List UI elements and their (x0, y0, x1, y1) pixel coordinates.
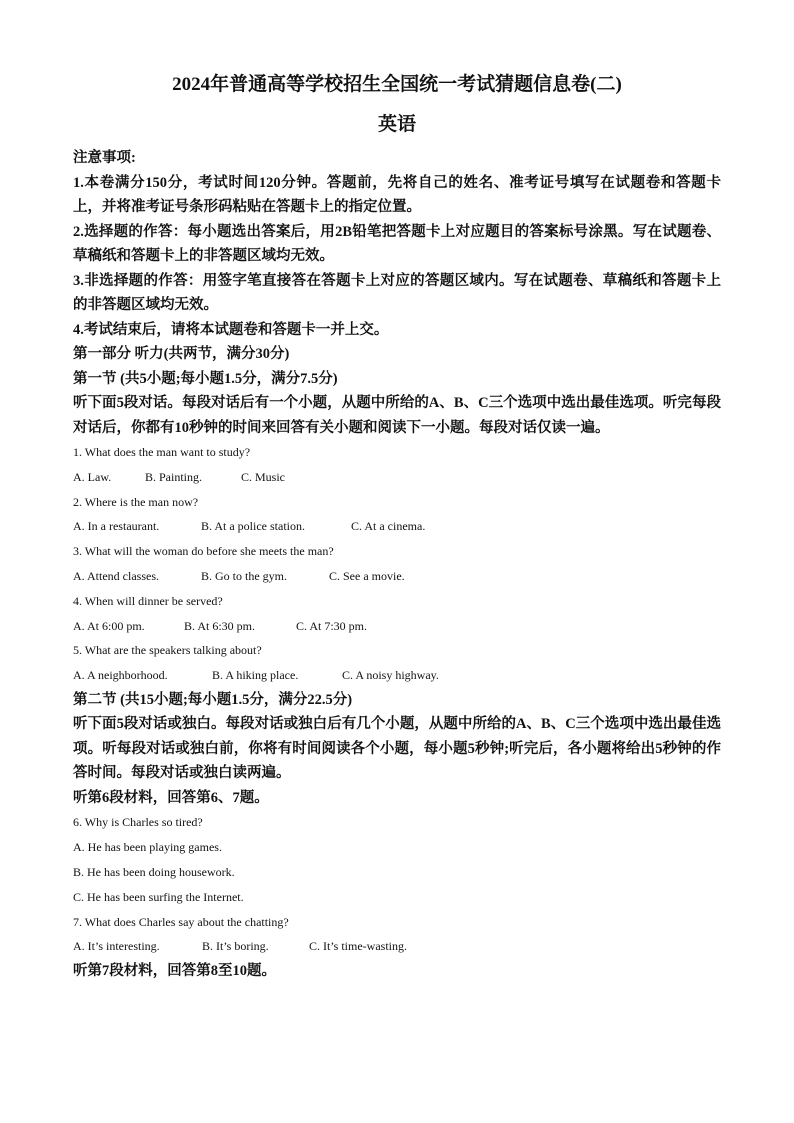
subject-title: 英语 (377, 114, 416, 135)
question-7 (73, 910, 721, 960)
question-5 (73, 638, 721, 688)
note-item: 2.选择题的作答：每小题选出答案后，用2B铅笔把答题卡上对应题目的答案标号涂黑。写在试题卷、草稿纸和答题卡上的非答题区域均无效。 (73, 223, 721, 264)
option-a: A. It’s interesting. (73, 939, 160, 954)
question-text: 1. What does the man want to study? (73, 445, 251, 459)
option-b: B. It’s boring. (202, 939, 269, 954)
question-2 (73, 490, 721, 540)
option-b: B. Painting. (145, 469, 203, 484)
options-row (73, 663, 721, 688)
question-4 (73, 589, 721, 639)
option-b: B. He has been doing housework. (73, 865, 235, 880)
option-a: A. A neighborhood. (73, 668, 168, 683)
options-row (73, 465, 721, 490)
section1-title: 第一节 (共5小题;每小题1.5分，满分7.5分) (73, 370, 338, 387)
question-3 (73, 539, 721, 589)
option-c: C. It’s time-wasting. (309, 939, 407, 954)
question-text: 5. What are the speakers talking about? (73, 643, 262, 658)
option-c: C. At a cinema. (351, 519, 426, 534)
options-row (73, 614, 721, 639)
option-a: A. Attend classes. (73, 568, 159, 583)
question-text: 6. Why is Charles so tired? (73, 815, 203, 830)
exam-page (73, 0, 721, 984)
material-6-heading: 听第6段材料，回答第6、7题。 (73, 789, 269, 806)
notes-heading: 注意事项: (73, 150, 136, 166)
question-text: 4. When will dinner be served? (73, 593, 223, 608)
option-c: C. See a movie. (329, 568, 405, 583)
option-c: C. A noisy highway. (342, 668, 439, 683)
question-text: 3. What will the woman do before she meets the man? (73, 544, 334, 559)
material-7-heading: 听第7段材料，回答第8至10题。 (73, 963, 276, 980)
question-text: 7. What does Charles say about the chatting? (73, 914, 289, 929)
option-a: A. Law. (73, 469, 112, 484)
question-6 (73, 810, 721, 909)
note-item: 1.本卷满分150分，考试时间120分钟。答题前，先将自己的姓名、准考证号填写在试题卷和答题卡上，并将准考证号条形码粘贴在答题卡上的指定位置。 (73, 174, 721, 215)
options-row (73, 934, 721, 959)
section1-instructions: 听下面5段对话。每段对话后有一个小题，从题中所给的A、B、C三个选项中选出最佳选项。听完每段对话后，你都有10秒钟的时间来回答有关小题和阅读下一小题。每段对话仅读一遍。 (73, 395, 721, 436)
part1-title: 第一部分 听力(共两节，满分30分) (73, 346, 290, 362)
options-row (73, 514, 721, 539)
option-c: C. At 7:30 pm. (296, 618, 368, 633)
option-b: B. Go to the gym. (201, 568, 287, 583)
note-item: 4.考试结束后，请将本试题卷和答题卡一并上交。 (73, 321, 389, 338)
option-b: B. At 6:30 pm. (184, 618, 256, 633)
section2-title: 第二节 (共15小题;每小题1.5分，满分22.5分) (73, 691, 353, 708)
option-b: B. At a police station. (201, 519, 305, 534)
option-c: C. He has been surfing the Internet. (73, 889, 244, 904)
question-1 (73, 440, 721, 490)
option-c: C. Music (241, 469, 286, 484)
option-a: A. In a restaurant. (73, 519, 160, 534)
section2-instructions: 听下面5段对话或独白。每段对话或独白后有几个小题，从题中所给的A、B、C三个选项中选出最佳选项。听每段对话或独白前，你将有时间阅读各个小题，每小题5秒钟;听完后，各小题将给出5秒钟的作答时间。每段对话或独白读两遍。 (73, 716, 721, 782)
option-a: A. He has been playing games. (73, 840, 222, 855)
exam-title: 2024年普通高等学校招生全国统一考试猜题信息卷(二) (172, 74, 622, 95)
option-a: A. At 6:00 pm. (73, 618, 145, 633)
question-text: 2. Where is the man now? (73, 494, 199, 509)
option-b: B. A hiking place. (212, 668, 299, 683)
options-row (73, 564, 721, 589)
note-item: 3.非选择题的作答：用签字笔直接答在答题卡上对应的答题区域内。写在试题卷、草稿纸和答题卡上的非答题区域均无效。 (73, 272, 721, 313)
